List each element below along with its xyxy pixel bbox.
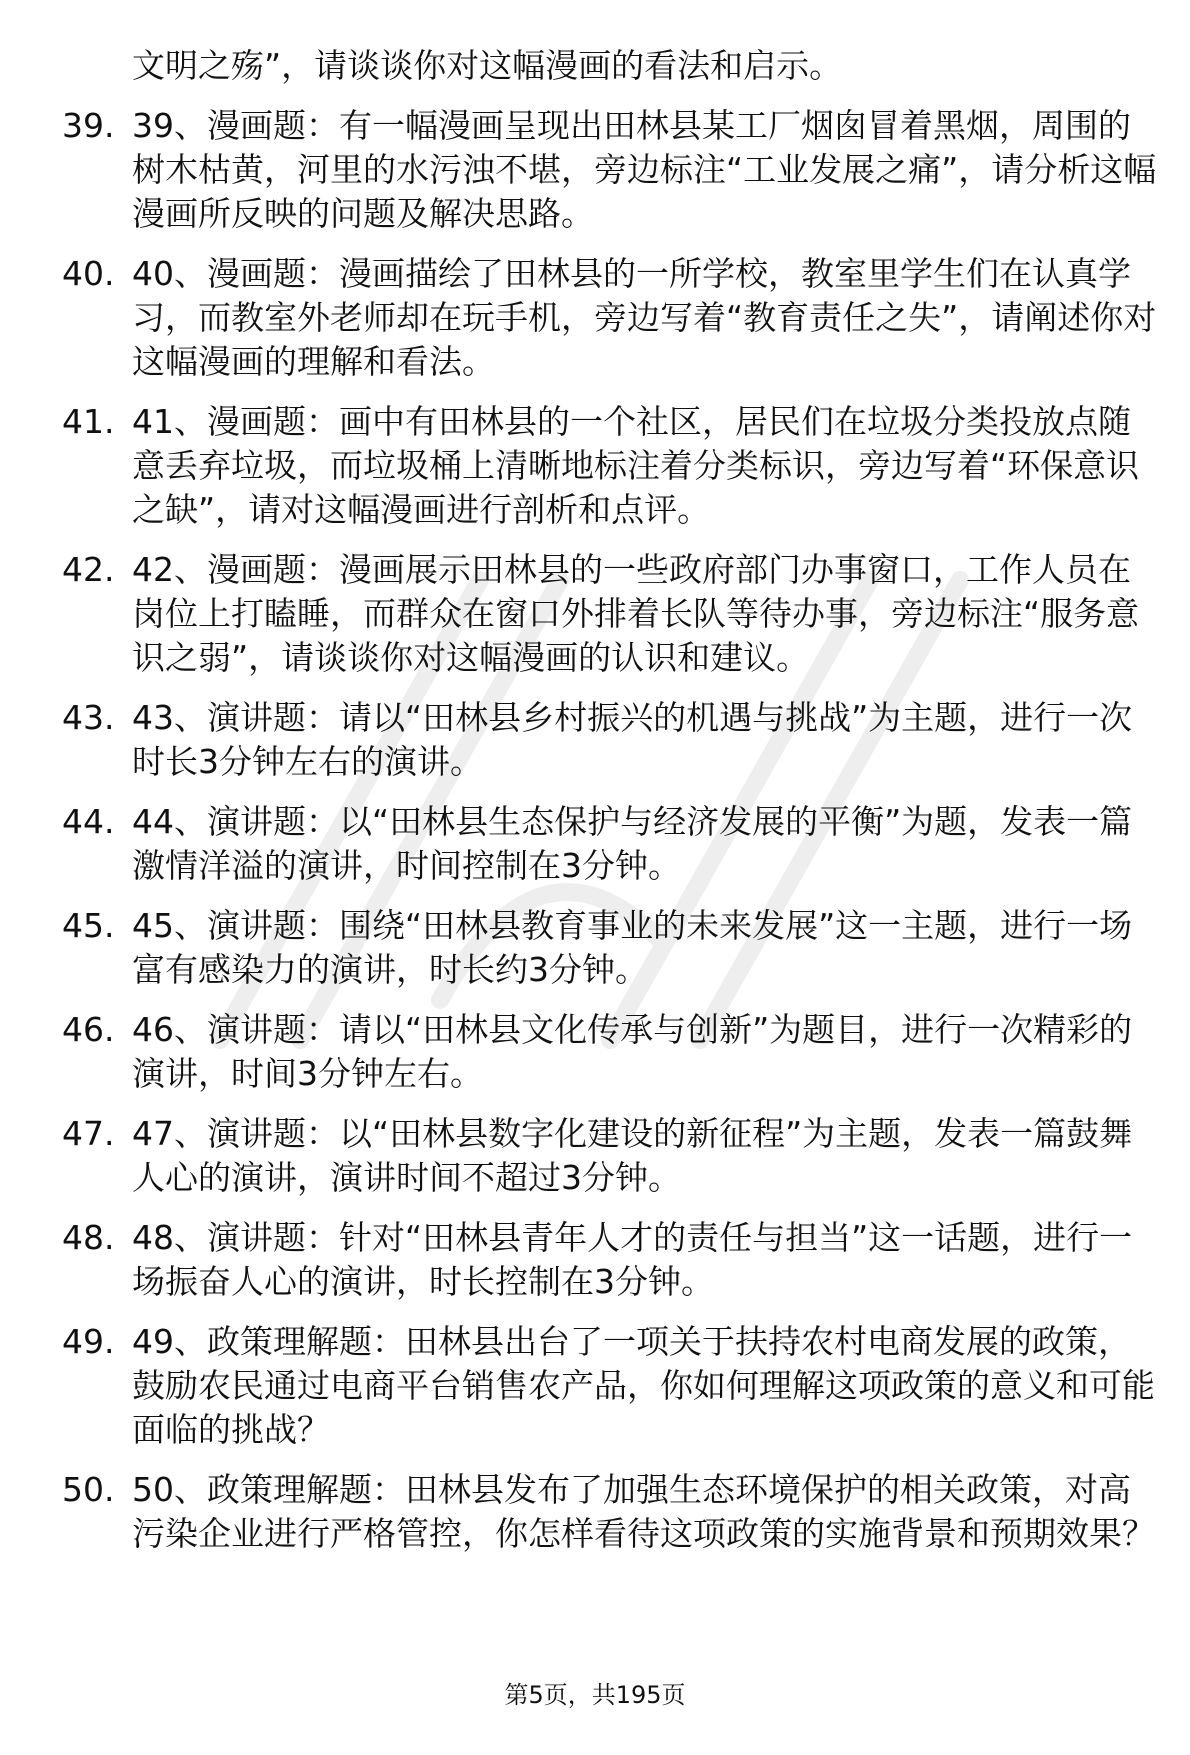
- list-item: [62, 800, 1162, 888]
- list-item: [62, 104, 1162, 236]
- item-text: 50、政策理解题：田林县发布了加强生态环境保护的相关政策，对高污染企业进行严格管控，你怎样看待这项政策的实施背景和预期效果？: [132, 1470, 1155, 1553]
- item-text: 40、漫画题：漫画描绘了田林县的一所学校，教室里学生们在认真学习，而教室外老师却在玩手机，旁边写着“教育责任之失”，请阐述你对这幅漫画的理解和看法。: [132, 254, 1157, 381]
- item-number: 44.: [62, 802, 115, 841]
- list-item: [62, 1468, 1162, 1556]
- item-text: 39、漫画题：有一幅漫画呈现出田林县某工厂烟囱冒着黑烟，周围的树木枯黄，河里的水污浊不堪，旁边标注“工业发展之痛”，请分析这幅漫画所反映的问题及解决思路。: [132, 106, 1157, 233]
- list-item: [62, 904, 1162, 992]
- item-number: 43.: [62, 698, 115, 737]
- list-item: [62, 1008, 1162, 1096]
- list-item: [62, 1112, 1162, 1200]
- item-number: 50.: [62, 1470, 115, 1509]
- item-number: 45.: [62, 906, 115, 945]
- document-body: [62, 44, 1162, 1556]
- item-number: 47.: [62, 1114, 115, 1153]
- item-text: 48、演讲题：针对“田林县青年人才的责任与担当”这一话题，进行一场振奋人心的演讲，时长控制在3分钟。: [132, 1218, 1133, 1301]
- continued-paragraph: 文明之殇”，请谈谈你对这幅漫画的看法和启示。: [132, 46, 843, 85]
- item-number: 40.: [62, 254, 115, 293]
- list-item: [62, 1216, 1162, 1304]
- list-item: [62, 400, 1162, 532]
- item-text: 46、演讲题：请以“田林县文化传承与创新”为题目，进行一次精彩的演讲，时间3分钟左右。: [132, 1010, 1133, 1093]
- item-text: 43、演讲题：请以“田林县乡村振兴的机遇与挑战”为主题，进行一次时长3分钟左右的演讲。: [132, 698, 1133, 781]
- list-item: [62, 252, 1162, 384]
- item-text: 42、漫画题：漫画展示田林县的一些政府部门办事窗口，工作人员在岗位上打瞌睡，而群众在窗口外排着长队等待办事，旁边标注“服务意识之弱”，请谈谈你对这幅漫画的认识和建议。: [132, 550, 1140, 677]
- question-list: [62, 104, 1162, 1556]
- item-number: 46.: [62, 1010, 115, 1049]
- item-text: 47、演讲题：以“田林县数字化建设的新征程”为主题，发表一篇鼓舞人心的演讲，演讲时间不超过3分钟。: [132, 1114, 1133, 1197]
- item-number: 41.: [62, 402, 115, 441]
- item-text: 45、演讲题：围绕“田林县教育事业的未来发展”这一主题，进行一场富有感染力的演讲，时长约3分钟。: [132, 906, 1133, 989]
- list-item: [62, 1320, 1162, 1452]
- item-text: 44、演讲题：以“田林县生态保护与经济发展的平衡”为题，发表一篇激情洋溢的演讲，时间控制在3分钟。: [132, 802, 1133, 885]
- item-number: 48.: [62, 1218, 115, 1257]
- list-item: [62, 696, 1162, 784]
- list-item: [62, 548, 1162, 680]
- page-number-footer: 第5页，共195页: [504, 1681, 686, 1709]
- item-number: 49.: [62, 1322, 115, 1361]
- item-number: 42.: [62, 550, 115, 589]
- item-text: 49、政策理解题：田林县出台了一项关于扶持农村电商发展的政策，鼓励农民通过电商平台销售农产品，你如何理解这项政策的意义和可能面临的挑战？: [132, 1322, 1155, 1449]
- item-text: 41、漫画题：画中有田林县的一个社区，居民们在垃圾分类投放点随意丢弃垃圾，而垃圾桶上清晰地标注着分类标识，旁边写着“环保意识之缺”，请对这幅漫画进行剖析和点评。: [132, 402, 1140, 529]
- item-number: 39.: [62, 106, 115, 145]
